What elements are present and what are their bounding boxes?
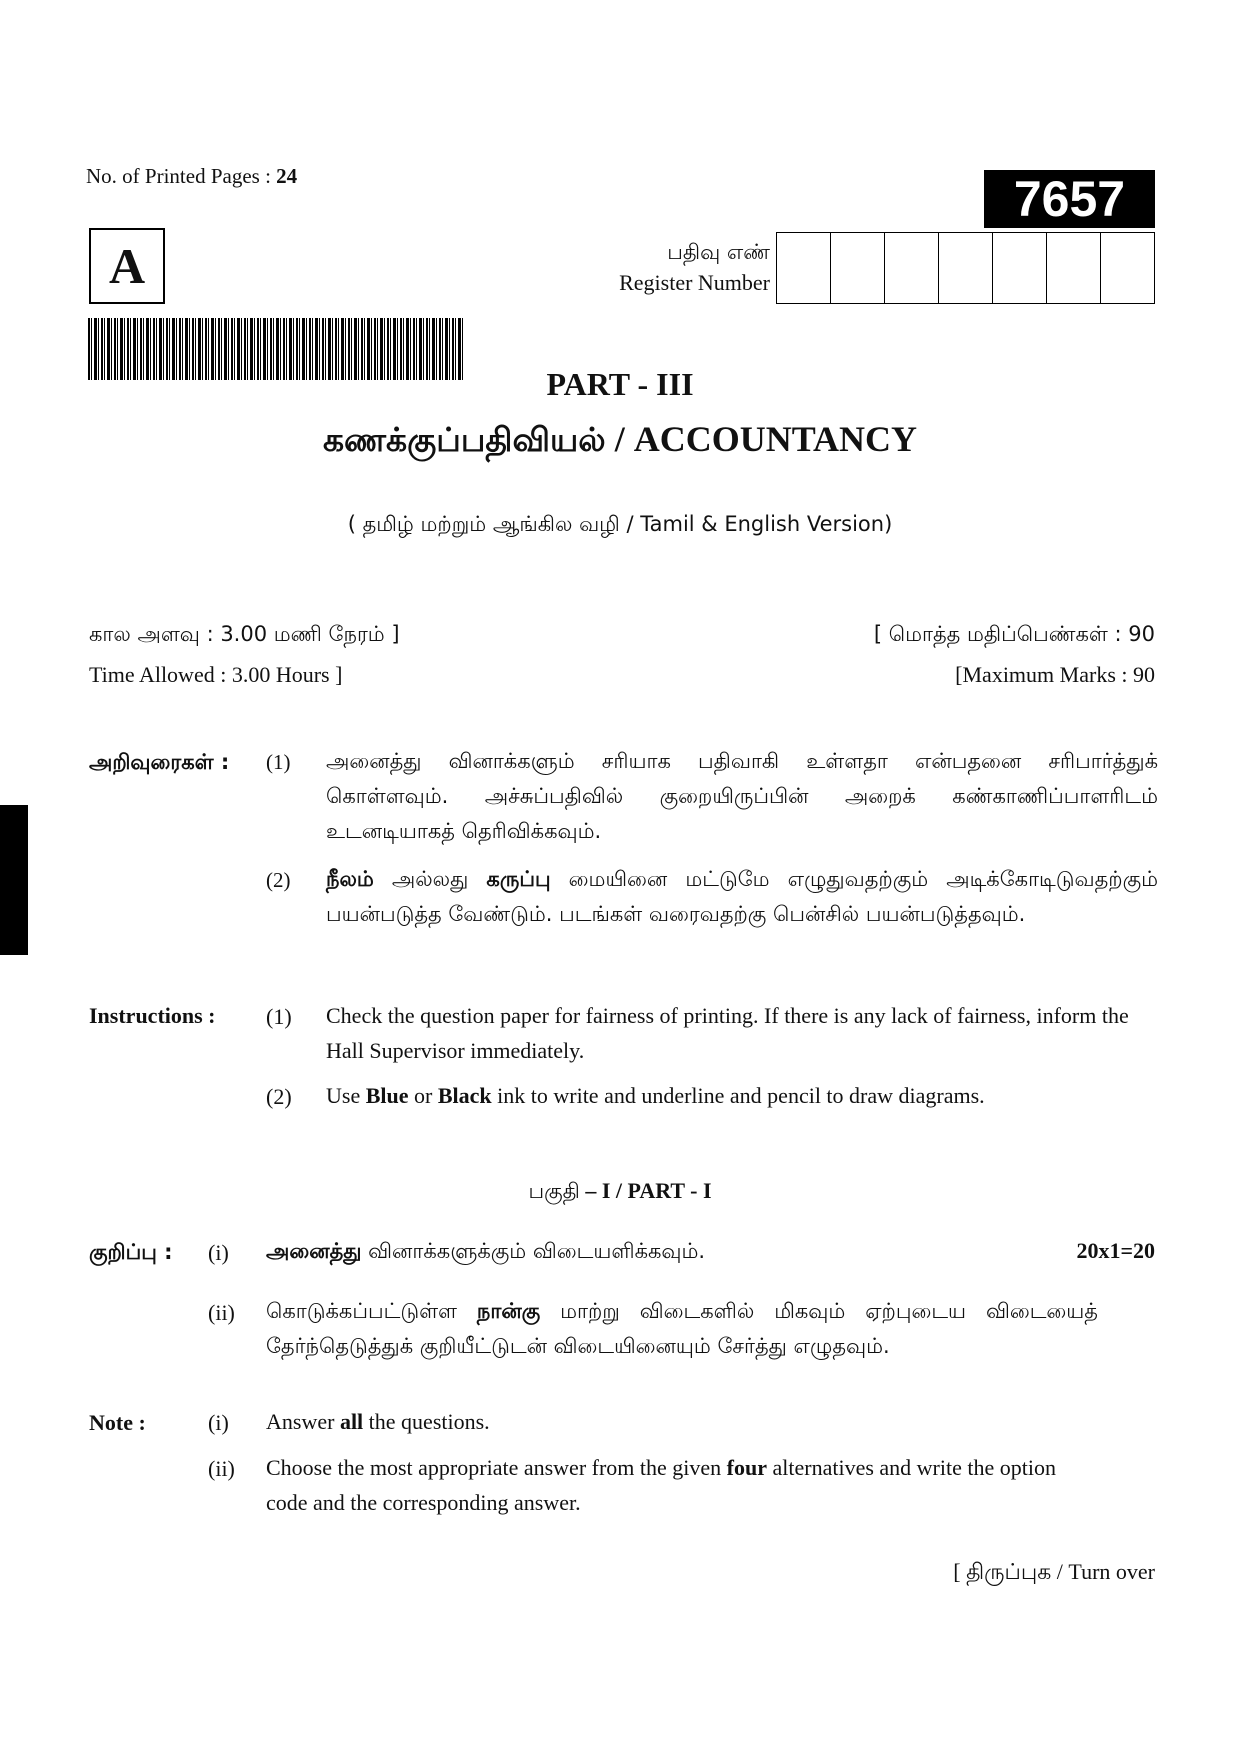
instruction-number: (1) — [266, 750, 291, 774]
subject-english: ACCOUNTANCY — [633, 419, 918, 459]
text-run: கொடுக்கப்பட்டுள்ள — [266, 1299, 477, 1323]
register-digit-box[interactable] — [831, 233, 885, 303]
bold-word: கருப்பு — [486, 867, 551, 891]
text-run: ink to write and underline and pencil to draw diagrams. — [491, 1083, 985, 1108]
part-title: PART - III — [546, 366, 694, 402]
note-number: (ii) — [208, 1300, 235, 1325]
instruction-english-1: Check the question paper for fairness of printing. If there is any lack of fairness, inform the Hall Supervisor immediately. — [326, 1003, 1129, 1063]
note-tamil-2 — [266, 1294, 1098, 1364]
note-english-2 — [266, 1450, 1098, 1520]
text-run: மையினை மட்டுமே எழுதுவதற்கும் அடிக்கோடிடுவதற்கும் பயன்படுத்த வேண்டும். படங்கள் வரைவதற்கு பென்சில் பயன்படுத்தவும். — [326, 867, 1159, 926]
text-run: மாற்று விடைகளில் மிகவும் ஏற்புடைய விடையைத் தேர்ந்தெடுத்துக் குறியீட்டுடன் விடையினையும் சேர்த்து எழுதவும். — [266, 1299, 1098, 1358]
instruction-english-2 — [326, 1078, 1158, 1113]
bold-word: நான்கு — [476, 1299, 541, 1323]
time-allowed-tamil: கால அளவு : 3.00 மணி நேரம் ] — [89, 622, 400, 646]
note-number: (ii) — [208, 1456, 235, 1481]
text-run: Use — [326, 1083, 366, 1108]
instruction-number: (1) — [266, 1004, 292, 1029]
instruction-number: (2) — [266, 1084, 292, 1109]
register-digit-box[interactable] — [939, 233, 993, 303]
max-marks-english: [Maximum Marks : 90 — [955, 662, 1155, 687]
register-digit-box[interactable] — [1047, 233, 1101, 303]
note-number: (i) — [208, 1240, 229, 1265]
register-digit-box[interactable] — [993, 233, 1047, 303]
turn-over: [ திருப்புக / Turn over — [953, 1559, 1155, 1584]
time-allowed-english: Time Allowed : 3.00 Hours ] — [89, 662, 343, 687]
bold-word: four — [726, 1455, 767, 1480]
text-run: Choose the most appropriate answer from the given — [266, 1455, 727, 1480]
text-run: Answer — [266, 1409, 340, 1434]
note-english-label: Note : — [89, 1410, 146, 1435]
register-label-tamil: பதிவு எண் — [667, 240, 770, 264]
instructions-tamil-label: அறிவுரைகள் : — [89, 750, 230, 774]
text-run: வினாக்களுக்கும் விடையளிக்கவும். — [361, 1239, 706, 1263]
register-digit-box[interactable] — [1101, 233, 1154, 303]
version-line: ( தமிழ் மற்றும் ஆங்கில வழி / Tamil & English Version) — [347, 512, 893, 536]
printed-pages — [86, 164, 297, 189]
instruction-tamil-2 — [326, 862, 1158, 932]
subject-separator: / — [605, 419, 634, 459]
note-english-1 — [266, 1404, 1098, 1439]
bold-word: all — [339, 1409, 364, 1434]
max-marks-tamil: [ மொத்த மதிப்பெண்கள் : 90 — [873, 622, 1155, 646]
section-heading-tamil: பகுதி — [528, 1179, 580, 1203]
text-run: the questions. — [363, 1409, 490, 1434]
register-label-english: Register Number — [619, 270, 770, 295]
section-heading-part: – I / PART - I — [579, 1178, 712, 1203]
bold-word: Blue — [365, 1083, 409, 1108]
printed-pages-value: 24 — [276, 164, 298, 188]
note-tamil-label: குறிப்பு : — [89, 1240, 173, 1264]
section-heading — [0, 1178, 1240, 1206]
section-marks: 20x1=20 — [1076, 1238, 1155, 1263]
bold-word: Black — [437, 1083, 492, 1108]
register-digit-box[interactable] — [885, 233, 939, 303]
text-run: அல்லது — [373, 867, 487, 891]
bold-word: அனைத்து — [266, 1239, 362, 1263]
subject-title — [0, 418, 1240, 464]
bold-word: நீலம் — [326, 867, 374, 891]
instructions-english-label: Instructions : — [89, 1003, 216, 1028]
note-tamil-1 — [266, 1234, 1046, 1269]
instruction-tamil-1: அனைத்து வினாக்களும் சரியாக பதிவாகி உள்ளதா என்பதனை சரிபார்த்துக் கொள்ளவும். அச்சுப்பதிவில் குறையிருப்பின் அறைக் கண்காணிப்பாளரிடம் உடனடியாகத் தெரிவிக்கவும். — [326, 749, 1158, 843]
set-letter: A — [89, 228, 165, 304]
printed-pages-label: No. of Printed Pages : — [86, 164, 271, 188]
register-number-boxes[interactable] — [776, 232, 1155, 304]
register-digit-box[interactable] — [777, 233, 831, 303]
text-run: alternatives and write the option code and the corresponding answer. — [266, 1455, 1056, 1515]
text-run: or — [408, 1083, 438, 1108]
side-marker — [0, 805, 28, 955]
instruction-number: (2) — [266, 868, 291, 892]
note-number: (i) — [208, 1410, 229, 1435]
paper-code: 7657 — [984, 170, 1155, 228]
subject-tamil: கணக்குப்பதிவியல் — [322, 420, 606, 459]
